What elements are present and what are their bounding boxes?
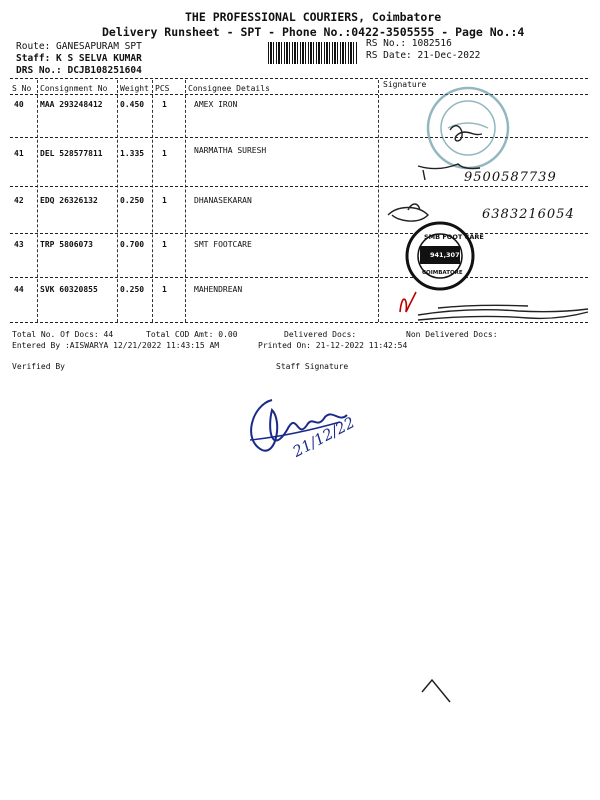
rs-date: RS Date: 21-Dec-2022	[366, 50, 481, 61]
stray-mark	[418, 670, 458, 710]
signature-scribble	[450, 126, 482, 141]
drs-label: DRS No.: DCJB108251604	[16, 65, 142, 76]
row-consignee: DHANASEKARAN	[194, 196, 252, 205]
signature-area	[378, 80, 600, 330]
row-weight: 0.700	[120, 240, 145, 249]
row-consignment: DEL 528577811	[40, 149, 103, 158]
col-consignee: Consignee Details	[188, 84, 270, 93]
row-pcs: 1	[162, 196, 167, 205]
row-consignee: SMT FOOTCARE	[194, 240, 252, 249]
row-sno: 41	[14, 149, 24, 158]
stamp-text: SMB FOOT CARE	[424, 233, 484, 241]
col-separator	[117, 80, 118, 322]
row-consignee: AMEX IRON	[194, 100, 238, 109]
stamp-text: COIMBATORE	[422, 270, 463, 276]
header-rule-top	[10, 78, 588, 79]
delivered-docs: Delivered Docs:	[284, 330, 357, 339]
row-sno: 44	[14, 285, 24, 294]
row-consignment: SVK 60320855	[40, 285, 98, 294]
company-title: THE PROFESSIONAL COURIERS, Coimbatore	[185, 10, 442, 24]
entered-by: Entered By :AISWARYA 12/21/2022 11:43:15 AM	[12, 341, 220, 350]
signature-scribble	[388, 204, 428, 221]
col-separator	[185, 80, 186, 322]
verified-by: Verified By	[12, 362, 65, 371]
barcode-image	[268, 42, 358, 64]
company-stamp	[428, 88, 508, 168]
row-consignment: MAA 293248412	[40, 100, 103, 109]
row-sno: 40	[14, 100, 24, 109]
col-consignment: Consignment No	[40, 84, 108, 93]
row-weight: 0.250	[120, 285, 145, 294]
signature-scribble	[418, 305, 588, 320]
handwritten-phone: 6383216054	[482, 207, 575, 222]
col-separator	[37, 80, 38, 322]
col-pcs: PCS	[155, 84, 170, 93]
printed-on: Printed On: 21-12-2022 11:42:54	[258, 341, 408, 350]
staff-signature-label: Staff Signature	[276, 362, 349, 371]
rs-number: RS No.: 1082516	[366, 38, 452, 49]
row-sno: 42	[14, 196, 24, 205]
runsheet-title: Delivery Runsheet - SPT - Phone No.:0422-3505555 - Page No.:4	[102, 25, 525, 39]
row-consignee: MAHENDREAN	[194, 285, 243, 294]
handwritten-phone: 9500587739	[464, 170, 557, 185]
non-delivered-docs: Non Delivered Docs:	[406, 330, 498, 339]
row-consignee: NARMATHA SURESH	[194, 146, 267, 155]
staff-label: Staff: K S SELVA KUMAR	[16, 53, 142, 64]
stamp-text: 941,307	[430, 251, 460, 259]
route-label: Route: GANESAPURAM SPT	[16, 41, 142, 52]
total-docs: Total No. Of Docs: 44	[12, 330, 114, 339]
row-weight: 1.335	[120, 149, 145, 158]
col-separator	[152, 80, 153, 322]
row-weight: 0.250	[120, 196, 145, 205]
row-pcs: 1	[162, 100, 167, 109]
red-initial	[400, 292, 416, 312]
row-weight: 0.450	[120, 100, 145, 109]
row-sno: 43	[14, 240, 24, 249]
row-consignment: EDQ 26326132	[40, 196, 98, 205]
row-pcs: 1	[162, 149, 167, 158]
row-pcs: 1	[162, 240, 167, 249]
col-signature: Signature	[383, 80, 427, 89]
col-weight: Weight	[120, 84, 149, 93]
row-pcs: 1	[162, 285, 167, 294]
row-consignment: TRP 5806073	[40, 240, 93, 249]
signature-date: 21/12/22	[289, 413, 358, 461]
col-sno: S No	[12, 84, 32, 93]
total-cod: Total COD Amt: 0.00	[146, 330, 238, 339]
